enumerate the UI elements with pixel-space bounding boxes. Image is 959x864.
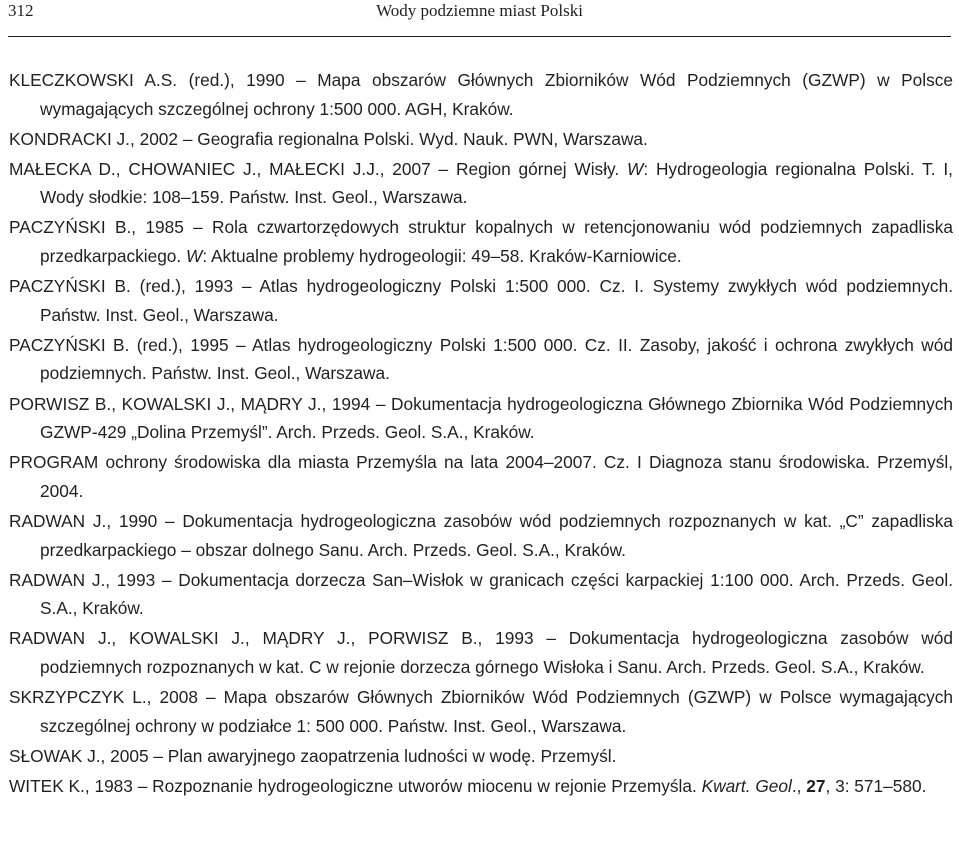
running-title: Wody podziemne miast Polski: [376, 1, 583, 20]
reference-paczynski-1985: PACZYŃSKI B., 1985 – Rola czwartorzędowych struktur kopalnych w retencjonowaniu wód podziemnych zapadliska przedkarpackiego. W: Aktualne problemy hydrogeologii: 49–58. Kraków-Karniowice.: [9, 217, 953, 267]
header-divider: [8, 36, 951, 37]
page-number: 312: [8, 1, 34, 20]
reference-radwan-1990: RADWAN J., 1990 – Dokumentacja hydrogeologiczna zasobów wód podziemnych rozpoznanych w kat. „C” zapadliska przedkarpackiego – obszar dolnego Sanu. Arch. Przeds. Geol. S.A., Kraków.: [9, 510, 953, 560]
reference-radwan-1993: RADWAN J., 1993 – Dokumentacja dorzecza San–Wisłok w granicach części karpackiej 1:100 000. Arch. Przeds. Geol. S.A., Kraków.: [9, 569, 953, 619]
reference-porwisz-1994: PORWISZ B., KOWALSKI J., MĄDRY J., 1994 – Dokumentacja hydrogeologiczna Głównego Zbiornika Wód Podziemnych GZWP-429 „Dolina Przemyśl”. Arch. Przeds. Geol. S.A., Kraków.: [9, 393, 953, 443]
reference-malecka-2007: MAŁECKA D., CHOWANIEC J., MAŁECKI J.J., 2007 – Region górnej Wisły. W: Hydrogeologia regionalna Polski. T. I, Wody słodkie: 108–159. Państw. Inst. Geol., Warszawa.: [9, 158, 953, 208]
reference-skrzypczyk-2008: SKRZYPCZYK L., 2008 – Mapa obszarów Głównych Zbiorników Wód Podziemnych (GZWP) w Polsce wymagających szczególnej ochrony w podziałce 1: 500 000. Państw. Inst. Geol., Warszawa.: [9, 686, 953, 736]
reference-paczynski-1993: PACZYŃSKI B. (red.), 1993 – Atlas hydrogeologiczny Polski 1:500 000. Cz. I. Systemy zwykłych wód podziemnych. Państw. Inst. Geol., Warszawa.: [9, 276, 953, 325]
reference-radwan-kowalski-1993: RADWAN J., KOWALSKI J., MĄDRY J., PORWISZ B., 1993 – Dokumentacja hydrogeologiczna zasobów wód podziemnych rozpoznanych w kat. C w rejonie dorzecza górnego Wisłoka i Sanu. Arch. Przeds. Geol. S.A., Kraków.: [9, 628, 953, 677]
reference-list: [9, 66, 953, 802]
reference-slowak-2005: SŁOWAK J., 2005 – Plan awaryjnego zaopatrzenia ludności w wodę. Przemyśl.: [9, 745, 617, 766]
reference-witek-1983: WITEK K., 1983 – Rozpoznanie hydrogeologiczne utworów miocenu w rejonie Przemyśla. Kwart. Geol., 27, 3: 571–580.: [9, 775, 927, 796]
page-header: [8, 0, 951, 30]
reference-program-2004: PROGRAM ochrony środowiska dla miasta Przemyśla na lata 2004–2007. Cz. I Diagnoza stanu środowiska. Przemyśl, 2004.: [9, 452, 953, 501]
reference-kondracki-2002: KONDRACKI J., 2002 – Geografia regionalna Polski. Wyd. Nauk. PWN, Warszawa.: [9, 128, 648, 149]
reference-paczynski-1995: PACZYŃSKI B. (red.), 1995 – Atlas hydrogeologiczny Polski 1:500 000. Cz. II. Zasoby, jakość i ochrona zwykłych wód podziemnych. Państw. Inst. Geol., Warszawa.: [9, 334, 953, 384]
reference-kleczkowski-1990: KLECZKOWSKI A.S. (red.), 1990 – Mapa obszarów Głównych Zbiorników Wód Podziemnych (GZWP) w Polsce wymagających szczególnej ochrony 1:500 000. AGH, Kraków.: [9, 70, 953, 119]
